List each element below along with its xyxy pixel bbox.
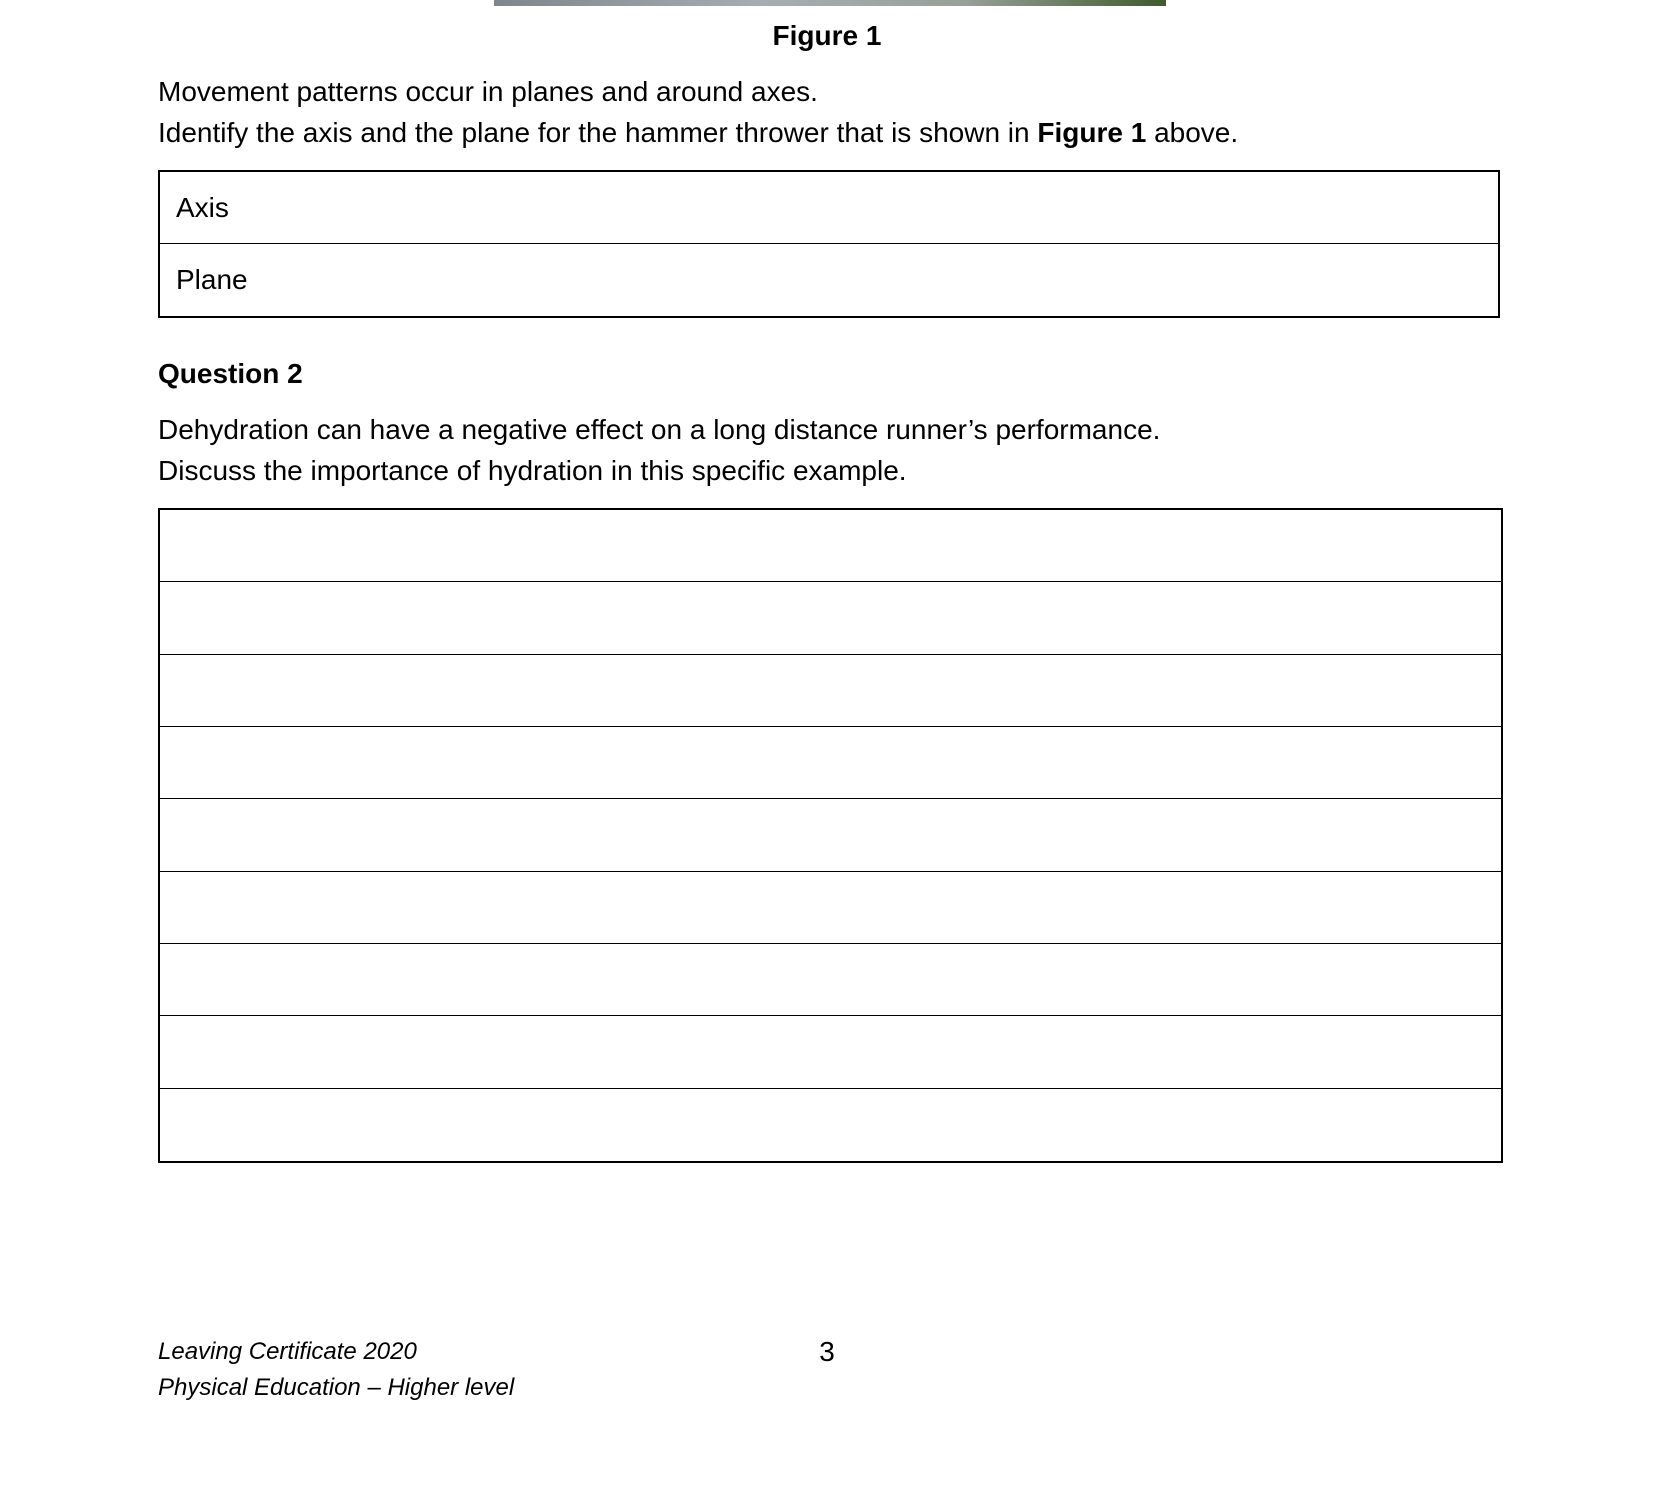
answer-line[interactable] (160, 582, 1501, 654)
answer-line[interactable] (160, 1016, 1501, 1088)
axis-plane-answer-table (158, 170, 1500, 318)
answer-line[interactable] (160, 655, 1501, 727)
answer-line[interactable] (160, 727, 1501, 799)
question-2-instruction: Discuss the importance of hydration in this specific example. (158, 455, 907, 486)
answer-line[interactable] (160, 872, 1501, 944)
question-1-intro: Movement patterns occur in planes and around axes. (158, 76, 818, 107)
plane-label: Plane (176, 264, 248, 295)
question-1-instruction (158, 115, 1238, 151)
instruction-text-end: above. (1146, 117, 1239, 148)
answer-line[interactable] (160, 944, 1501, 1016)
footer-subject-level: Physical Education – Higher level (158, 1374, 515, 1401)
page-number: 3 (819, 1336, 835, 1367)
question-2-heading: Question 2 (158, 358, 303, 389)
footer-exam-year: Leaving Certificate 2020 (158, 1338, 417, 1365)
answer-line[interactable] (160, 1089, 1501, 1161)
axis-answer-row[interactable] (160, 172, 1498, 244)
answer-line[interactable] (160, 510, 1501, 582)
hydration-answer-box (158, 508, 1503, 1163)
plane-answer-row[interactable] (160, 244, 1498, 316)
instruction-text-start: Identify the axis and the plane for the hammer thrower that is shown in (158, 117, 1038, 148)
axis-label: Axis (176, 191, 229, 223)
figure-1-photo-edge (494, 0, 1166, 6)
question-2-intro: Dehydration can have a negative effect on a long distance runner’s performance. (158, 414, 1161, 445)
figure-reference: Figure 1 (1037, 117, 1147, 148)
figure-caption: Figure 1 (772, 20, 882, 51)
answer-line[interactable] (160, 799, 1501, 871)
